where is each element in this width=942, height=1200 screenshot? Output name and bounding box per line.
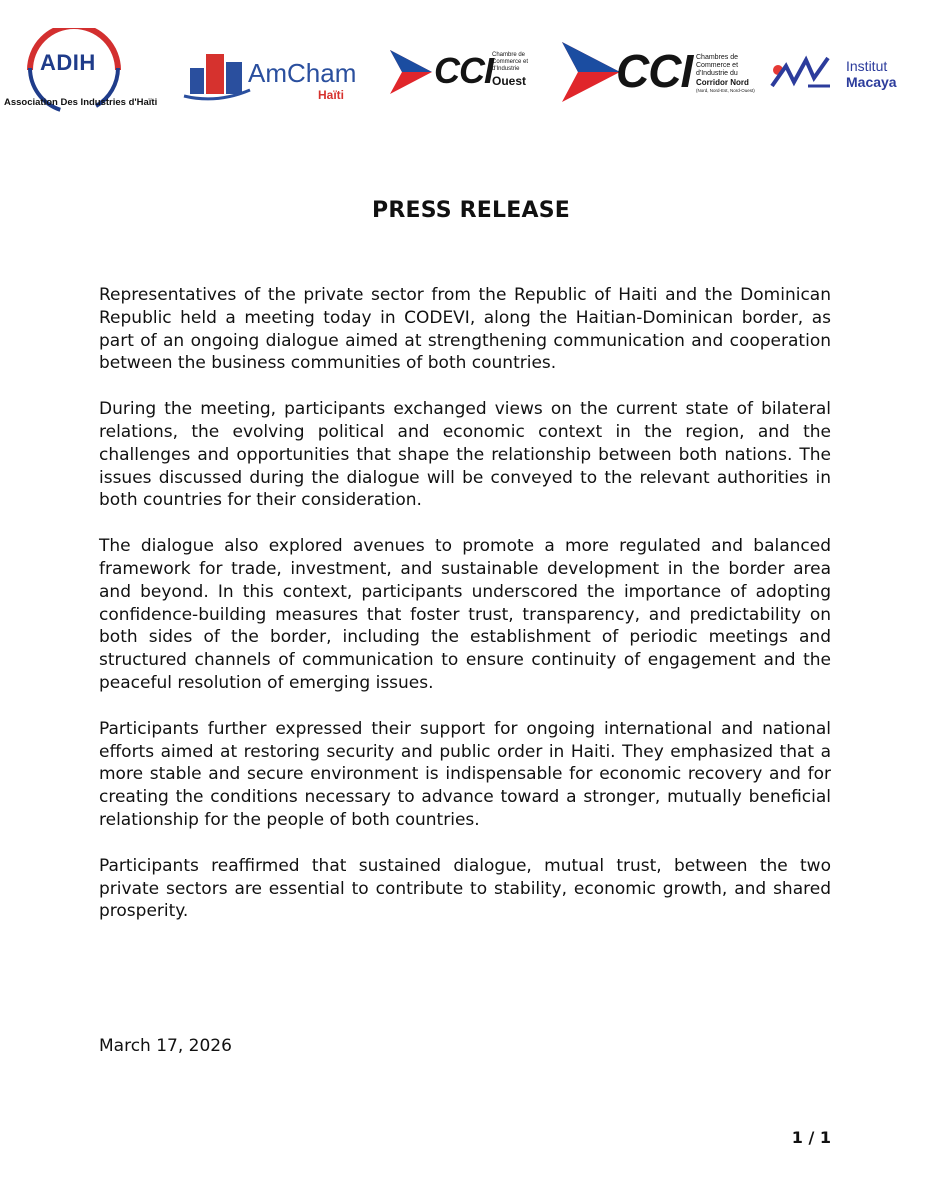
adih-caption: Association Des Industries d'Haïti bbox=[4, 97, 158, 108]
cci-nord-small-4: Corridor Nord bbox=[696, 78, 749, 87]
amcham-wordmark: AmCham bbox=[248, 58, 357, 88]
macaya-logo bbox=[768, 52, 938, 96]
cci-ouest-small-1: Chambre de bbox=[492, 52, 526, 58]
amcham-logo bbox=[182, 46, 362, 106]
amcham-sub: Haïti bbox=[318, 88, 345, 102]
paragraph-5: Participants reaffirmed that sustained dialogue, mutual trust, between the two private sectors are essential to contribute to stability, economic growth, and shared prosperity. bbox=[99, 855, 831, 922]
paragraph-2: During the meeting, participants exchanged views on the current state of bilateral relations, the evolving political and economic context in the region, and the challenges and opportunities that shape the relationship between both nations. The issues discussed during the dialogue will be conveyed to the relevant authorities in both countries for their consideration. bbox=[99, 399, 831, 511]
macaya-line1: Institut bbox=[846, 58, 888, 74]
page-number: 1 / 1 bbox=[791, 1128, 831, 1147]
paragraph-3: The dialogue also explored avenues to promote a more regulated and balanced framework for trade, investment, and sustainable development in the border area and beyond. In this context, participants underscored the importance of adopting confidence-building measures that foster trust, transparency, and predictability on both sides of the border, including the establishment of periodic meetings and structured channels of communication to ensure continuity of engagement and the peaceful resolution of emerging issues. bbox=[99, 536, 831, 693]
release-date: March 17, 2026 bbox=[99, 1036, 232, 1056]
cci-nord-small-1: Chambres de bbox=[696, 54, 739, 61]
cci-nord-small-5: (Nord, Nord-Est, Nord-Ouest) bbox=[696, 88, 755, 93]
cci-ouest-small-2: Commerce et bbox=[492, 59, 529, 65]
adih-wordmark: ADIH bbox=[40, 50, 96, 75]
cci-nord-small-2: Commerce et bbox=[696, 62, 739, 69]
paragraph-4: Participants further expressed their support for ongoing international and national efforts aimed at restoring security and public order in Haiti. They emphasized that a more stable and secure environment is indispensable for economic recovery and for creating the conditions necessary to advance toward a stronger, mutually beneficial relationship for the people of both countries. bbox=[99, 718, 831, 830]
cci-nord-logo bbox=[560, 40, 760, 106]
document-body bbox=[99, 284, 831, 946]
cci-nord-small-3: d'Industrie du bbox=[696, 70, 738, 77]
partner-logo-bar bbox=[0, 0, 942, 120]
document-title: PRESS RELEASE bbox=[372, 198, 570, 223]
cci-ouest-logo bbox=[388, 46, 533, 102]
paragraph-1: Representatives of the private sector from the Republic of Haiti and the Dominican Republic held a meeting today in CODEVI, along the Haitian-Dominican border, as part of an ongoing dialogue aimed at strengthening communication and cooperation between the business communities of both countries. bbox=[99, 285, 831, 374]
adih-logo bbox=[0, 28, 158, 112]
cci-ouest-sub: Ouest bbox=[492, 74, 527, 88]
cci-ouest-small-3: d'Industrie bbox=[492, 66, 520, 72]
cci-nord-wordmark: CCI bbox=[616, 45, 693, 97]
cci-ouest-wordmark: CCI bbox=[434, 50, 493, 91]
macaya-line2: Macaya bbox=[846, 74, 897, 90]
